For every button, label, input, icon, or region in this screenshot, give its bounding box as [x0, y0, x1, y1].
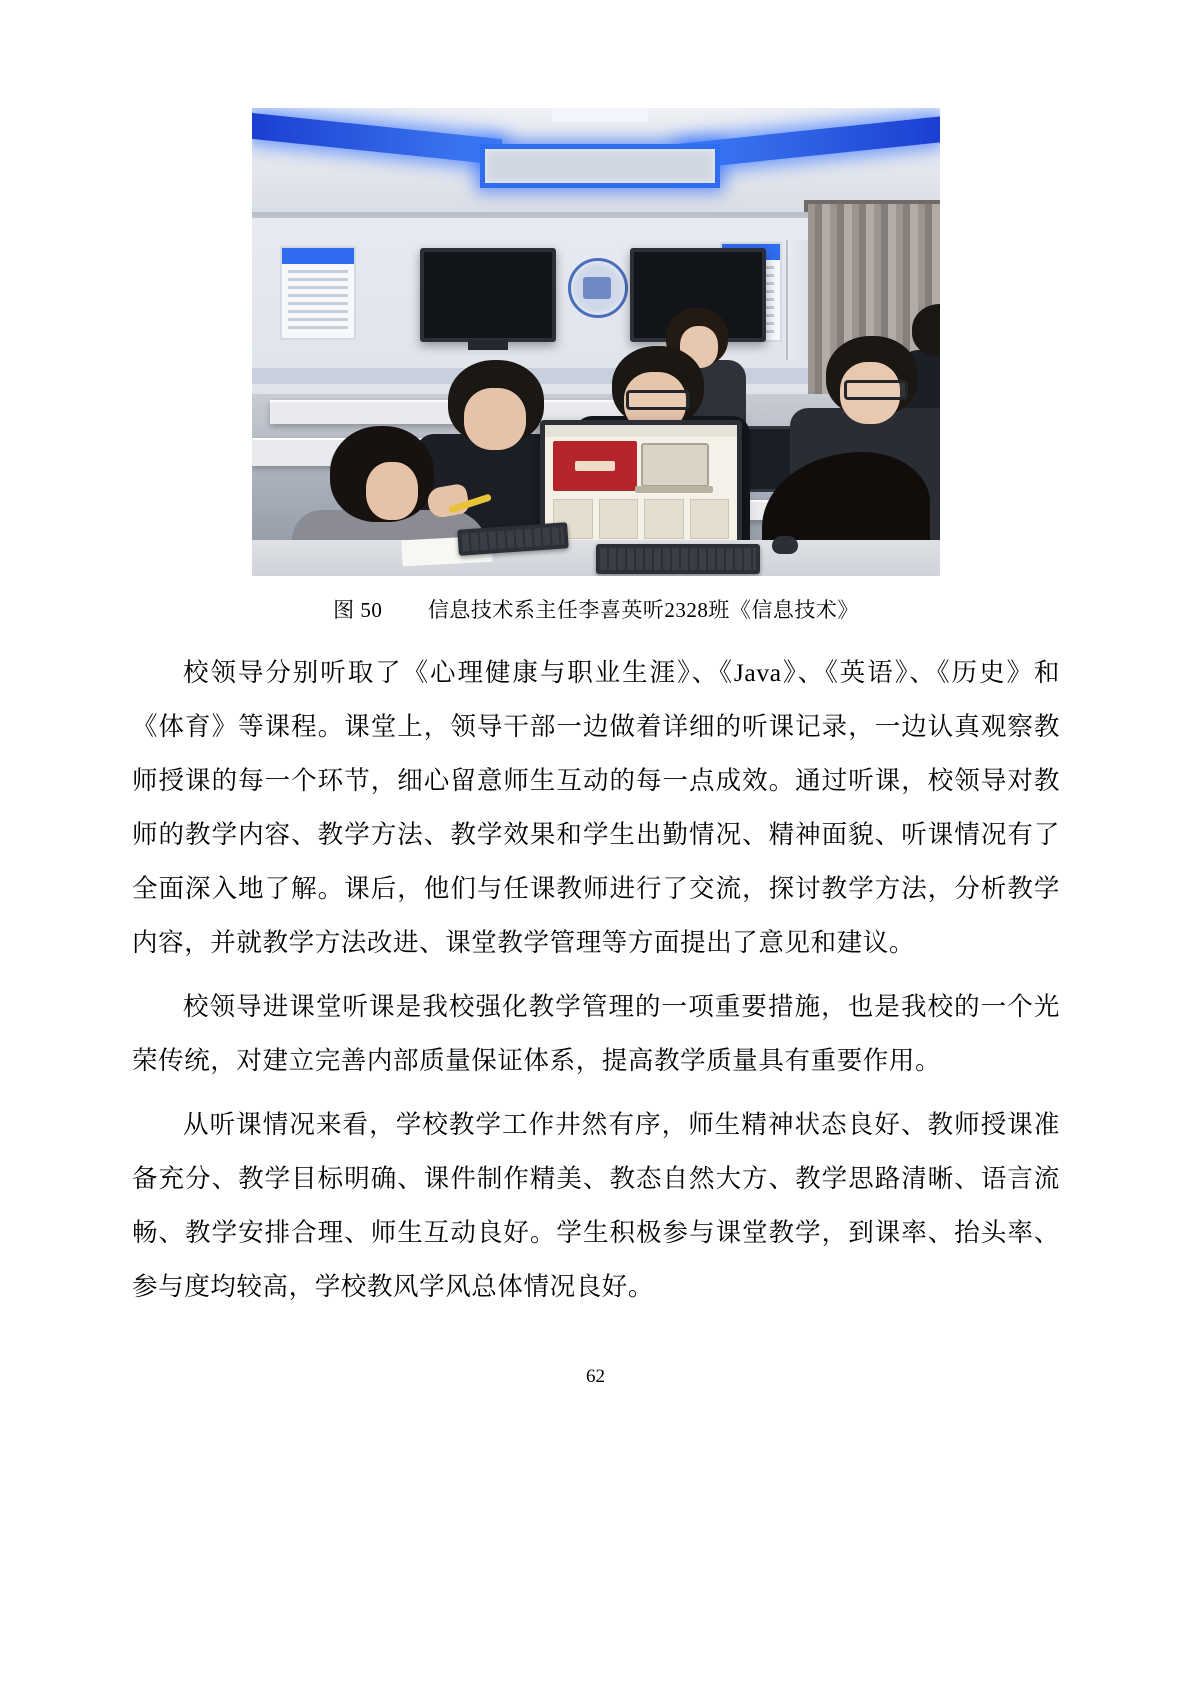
figure-caption-text: 信息技术系主任李喜英听2328班《信息技术》	[427, 598, 859, 622]
figure-block	[132, 108, 1060, 576]
school-emblem-icon	[568, 258, 628, 318]
screen-laptop-image	[641, 443, 709, 487]
page-number: 62	[586, 1366, 605, 1387]
screen-toolbar	[545, 425, 737, 437]
display-stand	[468, 340, 508, 350]
body-paragraph-3: 从听课情况来看，学校教学工作井然有序，师生精神状态良好、教师授课准备充分、教学目标明确、课件制作精美、教态自然大方、教学思路清晰、语言流畅、教学安排合理、师生互动良好。学生积极参与课堂教学，到课率、抬头率、参与度均较高，学校教风学风总体情况良好。	[132, 1110, 1060, 1301]
page-content	[132, 108, 1060, 1314]
figure-caption	[132, 594, 1060, 624]
figure-caption-label: 图 50	[333, 598, 383, 622]
classroom-photo	[252, 108, 940, 576]
poster-header-bar	[282, 248, 354, 264]
body-paragraph-1: 校领导分别听取了《心理健康与职业生涯》、《Java》、《英语》、《历史》和《体育》等课程。课堂上，领导干部一边做着详细的听课记录，一边认真观察教师授课的每一个环节，细心留意师生互动的每一点成效。通过听课，校领导对教师的教学内容、教学方法、教学效果和学生出勤情况、精神面貌、听课情况有了全面深入地了解。课后，他们与任课教师进行了交流，探讨教学方法，分析教学内容，并就教学方法改进、课堂教学管理等方面提出了意见和建议。	[132, 658, 1060, 957]
screen-content-tiles	[553, 499, 729, 539]
keyboard-center	[596, 544, 760, 574]
eyeglasses-icon	[844, 380, 908, 400]
poster-text-lines	[288, 270, 348, 334]
wall-display-left	[420, 248, 556, 342]
foreground-monitor	[540, 420, 742, 558]
mouse	[772, 536, 798, 554]
wall-poster-left	[280, 246, 356, 340]
monitor-screen	[545, 425, 737, 553]
screen-banner	[553, 441, 637, 491]
body-paragraph-2: 校领导进课堂听课是我校强化教学管理的一项重要措施，也是我校的一个光荣传统，对建立完善内部质量保证体系，提高教学质量具有重要作用。	[132, 992, 1060, 1075]
eyeglasses-icon	[626, 390, 690, 410]
ceiling-lamp	[552, 108, 648, 122]
ceiling-light-strip-left	[252, 113, 502, 165]
ceiling-light-panel	[480, 144, 720, 188]
